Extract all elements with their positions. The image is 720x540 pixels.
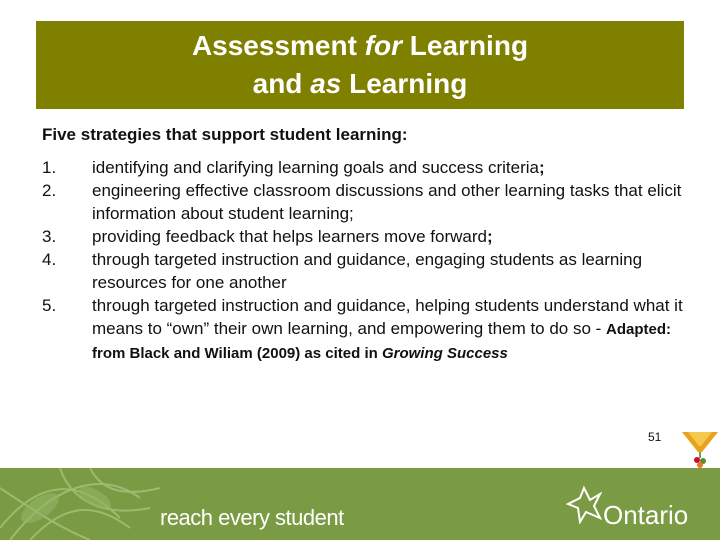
funnel-icon bbox=[680, 428, 720, 470]
page-number: 51 bbox=[648, 430, 662, 444]
ontario-wordmark: Ontario bbox=[603, 500, 689, 530]
section-heading: Five strategies that support student learning: bbox=[42, 125, 408, 144]
list-text: providing feedback that helps learners move forward; bbox=[92, 227, 493, 246]
list-text: through targeted instruction and guidance, engaging students as learning resources for one another bbox=[92, 250, 643, 292]
title-line-2: and as Learning bbox=[252, 68, 468, 99]
footer-band bbox=[0, 468, 720, 540]
list-item bbox=[42, 248, 692, 294]
list-text: identifying and clarifying learning goals and success criteria; bbox=[92, 158, 545, 177]
footer-tagline: reach every student bbox=[160, 505, 344, 530]
list-number: 1. bbox=[42, 158, 57, 177]
list-item bbox=[42, 156, 692, 179]
source-citation: Adapted: from Black and Wiliam (2009) as cited in Growing Success bbox=[92, 321, 672, 362]
list-number: 3. bbox=[42, 227, 57, 246]
title-line-1: Assessment for Learning bbox=[191, 30, 529, 61]
slide-content bbox=[42, 124, 692, 365]
trillium-logo-icon bbox=[566, 484, 602, 524]
list-number: 5. bbox=[42, 296, 57, 315]
list-item bbox=[42, 225, 692, 248]
title-banner bbox=[36, 21, 684, 109]
list-number: 4. bbox=[42, 250, 57, 269]
list-text: engineering effective classroom discussions and other learning tasks that elicit information about student learning; bbox=[92, 181, 682, 223]
list-item bbox=[42, 294, 692, 365]
list-number: 2. bbox=[42, 181, 57, 200]
list-item bbox=[42, 179, 692, 225]
list-text: through targeted instruction and guidance, helping students understand what it means to “own” their own learning, and empowering them to do so - Adapted: from Black and Wiliam (2009) as cited in Growing Success bbox=[92, 296, 683, 362]
